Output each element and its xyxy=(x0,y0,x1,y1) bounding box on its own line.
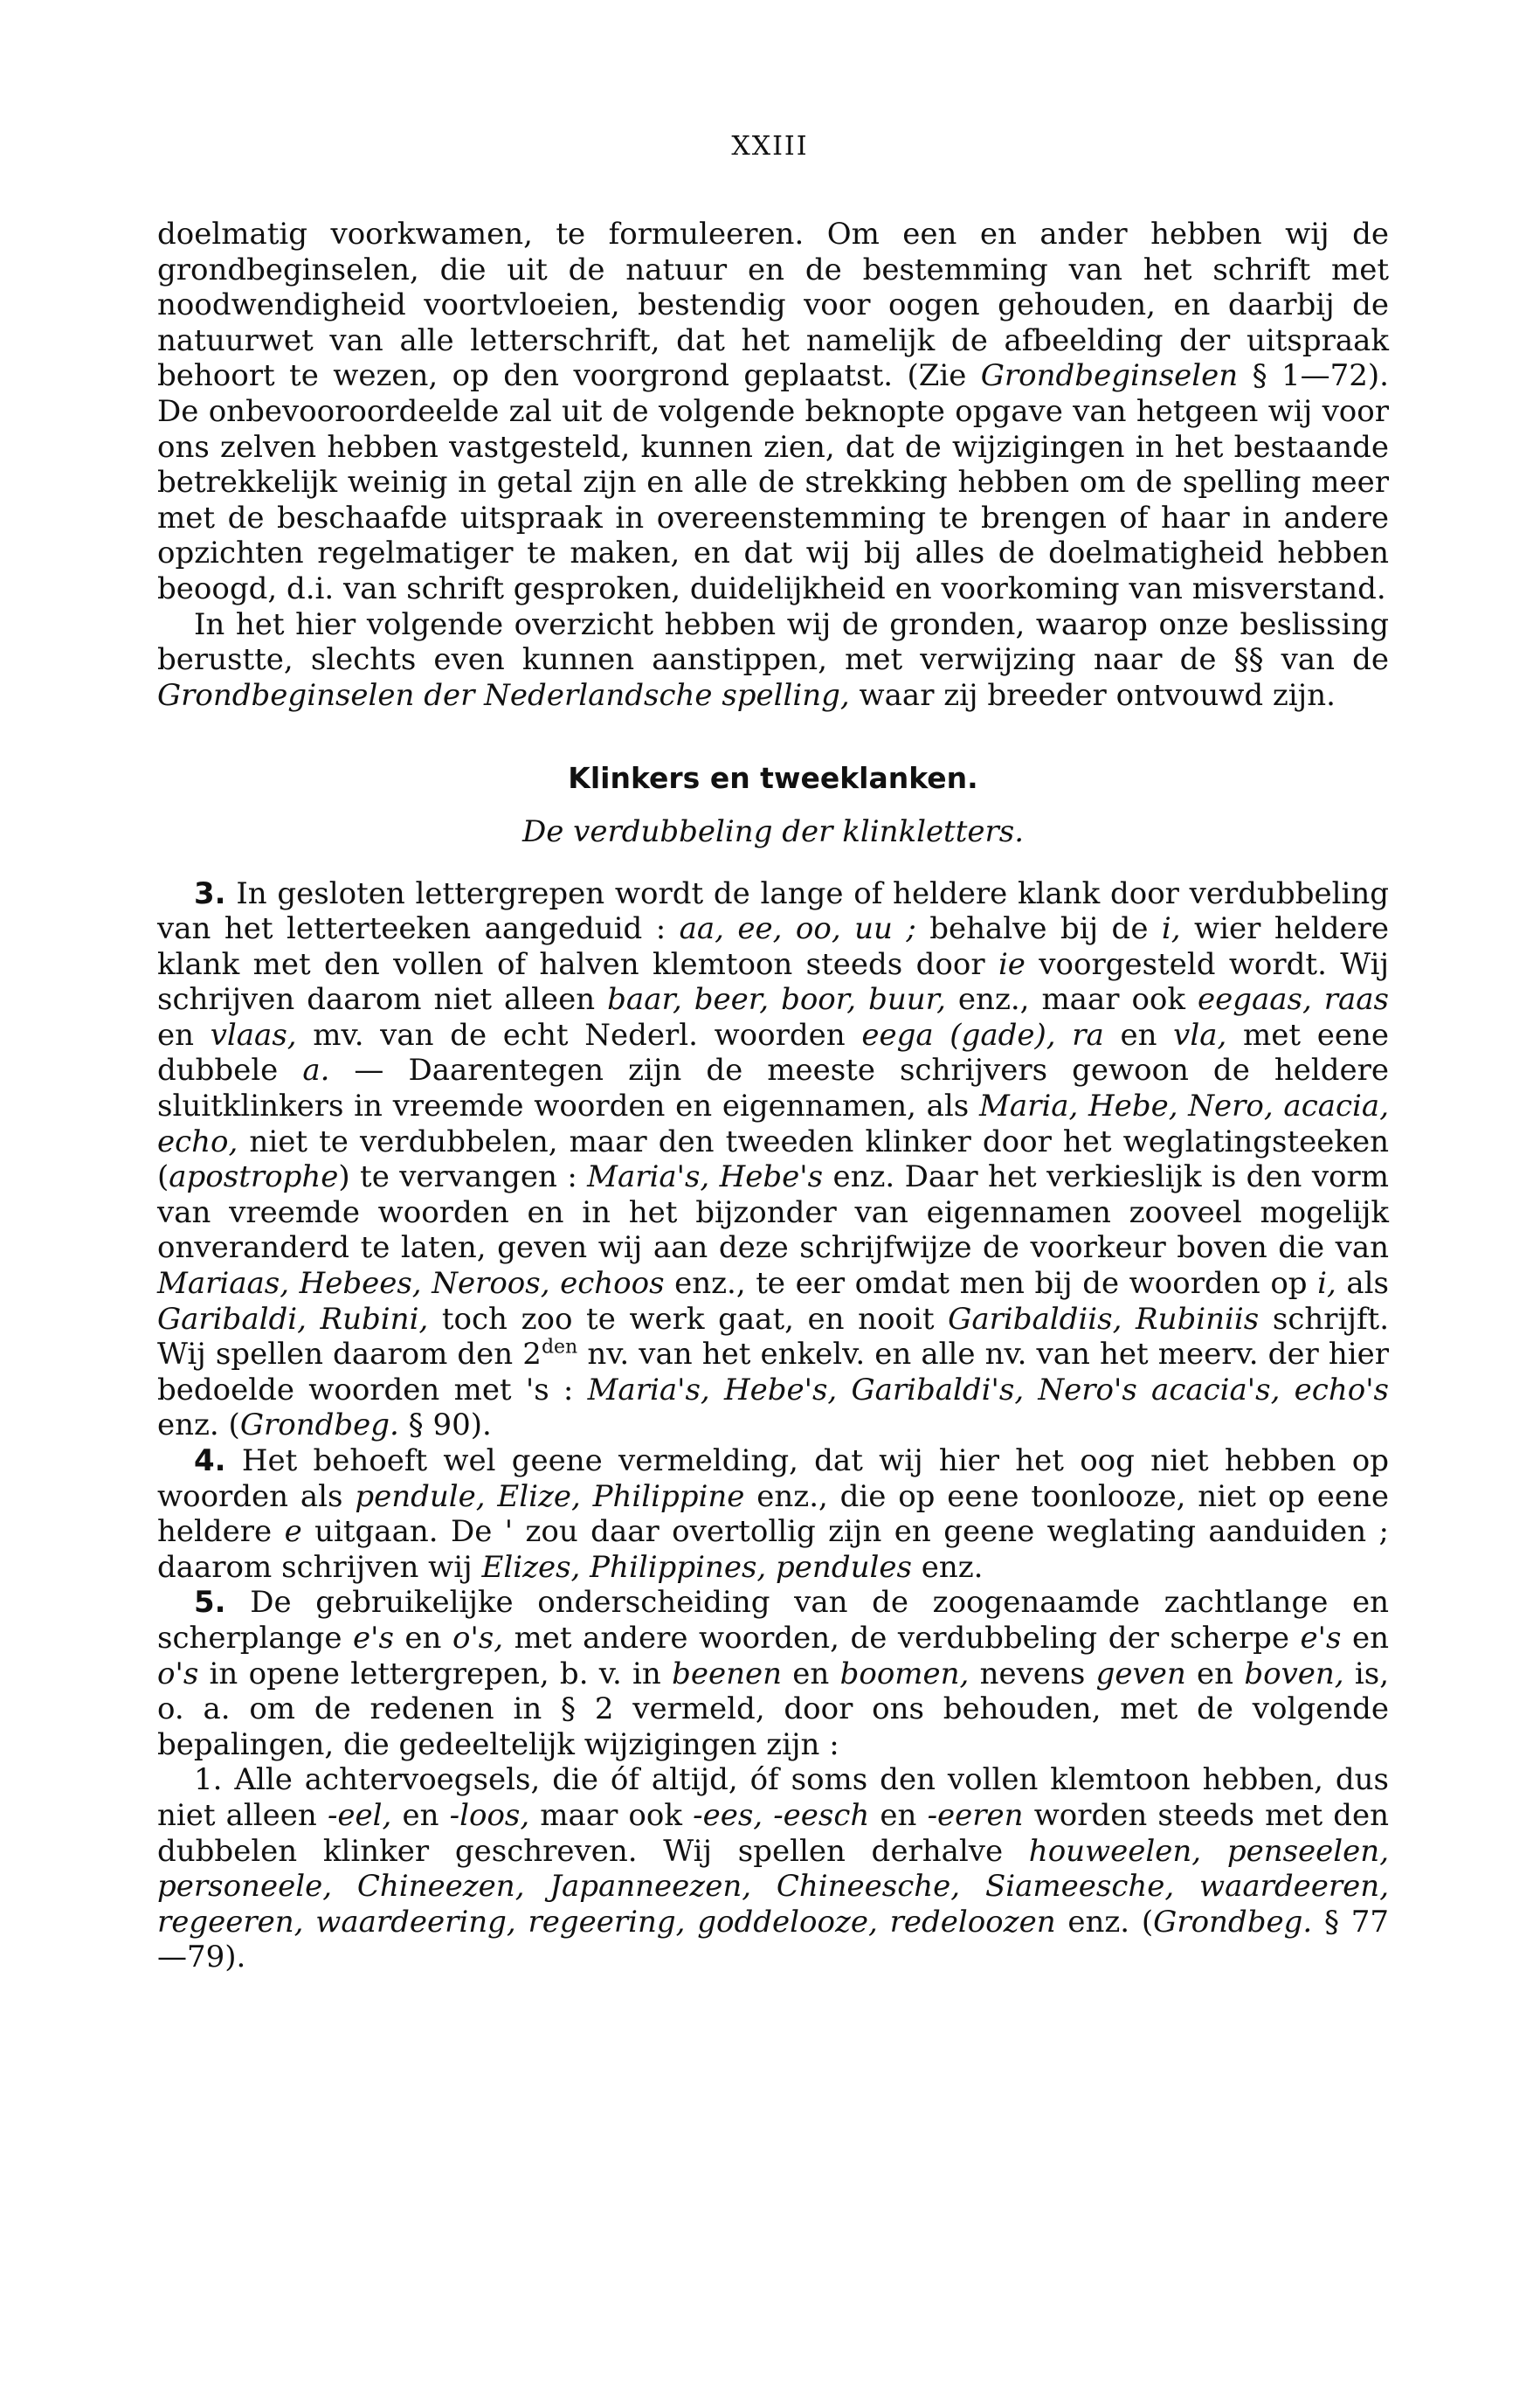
text-run: worden steeds met den dubbelen klinker geschreven. Wij spellen derhalve xyxy=(157,1797,1390,1869)
text-run: schrijft. Wij spellen daarom den 2 xyxy=(157,1301,1389,1373)
text-run: doelmatig voorkwamen, te formuleeren. Om een en ander hebben wij de grondbeginselen, die uit de natuur en de bestemming van het schrift met noodwendigheid voortvloeien, bestendig voor oogen gehouden, en daarbij de natuurwet van alle letterschrift, dat het namelijk de afbeelding der uitspraak behoort te wezen, op den voorgrond geplaatst. (Zie xyxy=(157,217,1389,394)
text-run: nevens xyxy=(969,1656,1096,1691)
text-run: en xyxy=(1185,1656,1245,1691)
text-run: maar ook xyxy=(529,1797,694,1833)
text-run: en xyxy=(782,1656,840,1691)
text-run: enz., die op eene toonlooze, niet op eene heldere xyxy=(157,1478,1389,1550)
example-words: Maria's, Hebe's xyxy=(587,1159,824,1195)
text-run: ) te vervangen : xyxy=(338,1159,588,1195)
paragraph-5 xyxy=(157,1585,1389,1762)
example-words: a. xyxy=(302,1053,330,1089)
example-words: i, xyxy=(1317,1266,1336,1302)
text-run: § 90). xyxy=(398,1407,492,1443)
example-words: e's xyxy=(1300,1620,1342,1656)
example-words: Mariaas, Hebees, Neroos, echoos xyxy=(157,1266,665,1302)
text-run: als xyxy=(1336,1266,1389,1302)
example-words: i, xyxy=(1161,911,1181,947)
text-run: niet te verdubbelen, maar den tweeden klinker door het weglatingsteeken ( xyxy=(157,1124,1389,1195)
text-run: en xyxy=(1103,1017,1174,1053)
text-run: enz. ( xyxy=(1055,1904,1154,1940)
example-words: o's xyxy=(157,1656,199,1691)
intro-paragraph-2 xyxy=(157,607,1389,714)
text-run: Het behoeft wel geene vermelding, dat wij hier het oog niet hebben op woorden als xyxy=(157,1443,1389,1514)
example-words: eegaas, raas xyxy=(1197,982,1389,1018)
superscript: den xyxy=(541,1336,578,1359)
text-run: en xyxy=(391,1797,450,1833)
section-heading: Klinkers en tweeklanken. xyxy=(568,761,978,796)
text-run: en xyxy=(393,1620,452,1656)
example-words: eega (gade), ra xyxy=(861,1017,1104,1053)
page-number: XXIII xyxy=(731,131,809,162)
example-words: o's, xyxy=(452,1620,504,1656)
text-run: en xyxy=(1341,1620,1389,1656)
text-run: enz., maar ook xyxy=(945,982,1198,1018)
example-words: pendule, Elize, Philippine xyxy=(355,1478,745,1514)
text-run: toch zoo te werk gaat, en nooit xyxy=(428,1301,949,1337)
text-run: is, o. a. om de redenen in § 2 vermeld, door ons behouden, met de volgende bepalingen, die gedeeltelijk wijzigingen zijn : xyxy=(157,1656,1390,1762)
text-run: met andere woorden, de verdubbeling der scherpe xyxy=(503,1620,1301,1656)
text-run: De gebruikelijke onderscheiding van de zoogenaamde zachtlange en scherplange xyxy=(157,1585,1389,1656)
text-run: met eene dubbele xyxy=(157,1017,1389,1089)
example-words: Garibaldiis, Rubiniis xyxy=(948,1301,1260,1337)
example-words: Maria, Hebe, Nero, acacia, echo, xyxy=(157,1089,1390,1159)
paragraph-3 xyxy=(157,876,1389,1444)
reference-title: Grondbeg. xyxy=(1153,1904,1313,1940)
example-words: boven, xyxy=(1244,1656,1344,1691)
text-run: behalve bij de xyxy=(915,911,1162,947)
text-run: voorgesteld wordt. Wij schrijven daarom niet alleen xyxy=(157,946,1390,1018)
example-words: -loos, xyxy=(449,1797,530,1833)
text-run: en xyxy=(157,1017,211,1053)
text-run: waar zij breeder ontvouwd zijn. xyxy=(849,677,1336,713)
text-run: mv. van de echt Nederl. woorden xyxy=(296,1017,862,1053)
paragraph-number: 4. xyxy=(194,1443,226,1478)
paragraph-4 xyxy=(157,1443,1389,1585)
example-words: ie xyxy=(998,946,1026,982)
example-words: houweelen, penseelen, personeele, Chineezen, Japanneezen, Chineesche, Siameesche, waardeeren, regeeren, waardeering, regeering, goddelooze, redeloozen xyxy=(157,1833,1389,1940)
text-run: enz. Daar het verkieslijk is den vorm van vreemde woorden en in het bijzonder van eigennamen zooveel mogelijk onveranderd te laten, geven wij aan deze schrijfwijze de voorkeur boven die van xyxy=(157,1159,1389,1266)
text-run: enz. ( xyxy=(157,1407,240,1443)
text-run: nv. van het enkelv. en alle nv. van het meerv. der hier bedoelde woorden met 's : xyxy=(157,1337,1389,1407)
example-words: -ees, -eesch xyxy=(693,1797,870,1833)
example-words: beenen xyxy=(672,1656,783,1691)
example-words: geven xyxy=(1095,1656,1186,1691)
text-run: enz., te eer omdat men bij de woorden op xyxy=(664,1266,1318,1302)
example-words: -eel, xyxy=(327,1797,392,1833)
rule-1 xyxy=(157,1762,1389,1975)
intro-paragraph-1 xyxy=(157,217,1389,607)
example-words: e xyxy=(284,1514,302,1550)
reference-title: Grondbeg. xyxy=(239,1407,399,1443)
text-run: en xyxy=(869,1797,928,1833)
reference-title: Grondbeginselen der Nederlandsche spelling, xyxy=(157,677,850,713)
example-words: boomen, xyxy=(839,1656,970,1691)
text-run: § 1—72). De onbevooroordeelde zal uit de volgende beknopte opgave van hetgeen wij voor ons zelven hebben vastgesteld, kunnen zien, dat de wijzigingen in het bestaande betrekkelijk weinig in getal zijn en alle de strekking hebben om de spelling meer met de beschaafde uitspraak in overeenstemming te brengen of haar in andere opzichten regelmatiger te maken, en dat wij bij alles de doelmatigheid hebben beoogd, d.i. van schrift gesproken, duidelijkheid en voorkoming van misverstand. xyxy=(157,358,1389,606)
example-words: baar, beer, boor, buur, xyxy=(607,982,946,1018)
text-run: Alle achtervoegsels, die óf altijd, óf soms den vollen klemtoon hebben, dus niet alleen xyxy=(157,1762,1389,1833)
text-run: — Daarentegen zijn de meeste schrijvers gewoon de heldere sluitklinkers in vreemde woorden en eigennamen, als xyxy=(157,1053,1389,1124)
example-words: e's xyxy=(352,1620,394,1656)
example-words: Garibaldi, Rubini, xyxy=(157,1301,429,1337)
text-run: § 77—79). xyxy=(157,1904,1389,1975)
paragraph-number: 3. xyxy=(194,875,226,911)
rule-number: 1. xyxy=(194,1762,223,1798)
text-run: uitgaan. De ' zou daar overtollig zijn en geene weglating aanduiden ; daarom schrijven wij xyxy=(157,1514,1389,1585)
reference-title: Grondbeginselen xyxy=(980,358,1239,394)
subsection-heading: De verdubbeling der klinkletters. xyxy=(521,813,1025,849)
example-words: vlaas, xyxy=(210,1017,297,1053)
example-words: apostrophe xyxy=(169,1159,339,1195)
example-words: Maria's, Hebe's, Garibaldi's, Nero's acacia's, echo's xyxy=(587,1372,1389,1407)
example-words: vla, xyxy=(1173,1017,1227,1053)
body-text xyxy=(157,217,1389,1975)
text-run: enz. xyxy=(911,1549,984,1585)
paragraph-number: 5. xyxy=(194,1585,226,1621)
text-run: In het hier volgende overzicht hebben wij de gronden, waarop onze beslissing berustte, slechts even kunnen aanstippen, met verwijzing naar de §§ van de xyxy=(157,606,1389,678)
example-words: -eeren xyxy=(927,1797,1024,1833)
example-words: Elizes, Philippines, pendules xyxy=(481,1549,912,1585)
example-words: aa, ee, oo, uu ; xyxy=(679,911,916,947)
text-run: In gesloten lettergrepen wordt de lange of heldere klank door verdubbeling van het letterteeken aangeduid : xyxy=(157,875,1389,947)
text-run: wier heldere klank met den vollen of halven klemtoon steeds door xyxy=(157,911,1389,982)
text-run: in opene lettergrepen, b. v. in xyxy=(198,1656,673,1691)
